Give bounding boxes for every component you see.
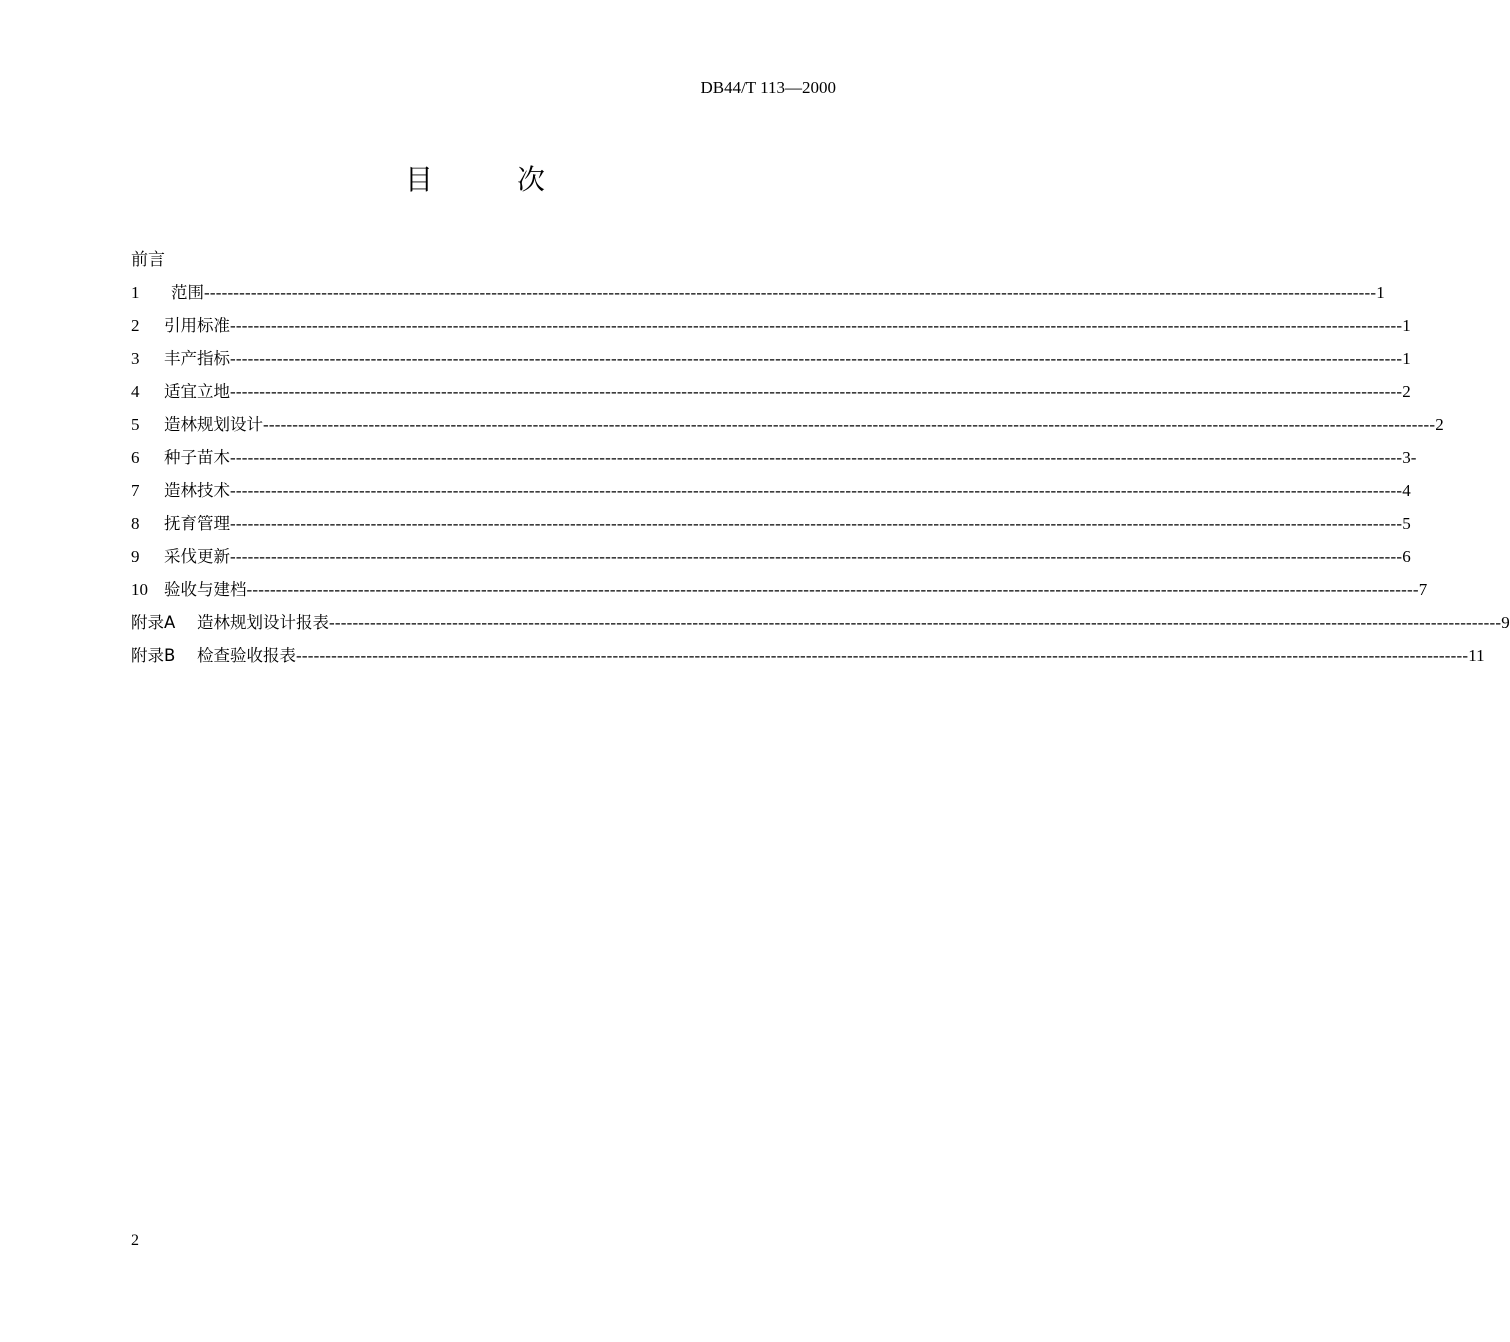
toc-entry-number: 附录A: [131, 613, 176, 632]
toc-entry[interactable]: [131, 413, 1444, 446]
toc-entry[interactable]: [131, 545, 1411, 578]
toc-entry-page: 1: [1402, 316, 1411, 335]
toc-entry-page: 1: [1402, 349, 1411, 368]
toc-entry-number: 3: [131, 349, 140, 368]
toc-entry-page: 9: [1501, 613, 1510, 632]
toc-leader: --------------------------------------------------------------------------------------------------------------------------------------------------------------------------------------------------------: [246, 580, 1419, 599]
toc-entry[interactable]: [131, 578, 1428, 611]
toc-entry-title: 检查验收报表: [197, 646, 296, 665]
toc-entry[interactable]: [131, 347, 1411, 380]
toc-entry-title: 抚育管理: [164, 514, 230, 533]
toc-entry[interactable]: [131, 281, 1385, 314]
toc-entry[interactable]: [131, 314, 1411, 347]
toc-entry-page: 2: [1402, 382, 1411, 401]
toc-entry-title: 造林技术: [164, 481, 230, 500]
toc-entry-page: 2: [1435, 415, 1444, 434]
toc-leader: --------------------------------------------------------------------------------------------------------------------------------------------------------------------------------------------------------: [296, 646, 1469, 665]
toc-entry-page: 11: [1468, 646, 1485, 665]
toc-entry[interactable]: [131, 611, 1510, 644]
toc-entry[interactable]: [131, 380, 1411, 413]
toc-foreword: 前言: [131, 250, 165, 270]
toc-entry-title: 造林规划设计: [164, 415, 263, 434]
toc-entry-number: 6: [131, 448, 140, 467]
toc-leader: --------------------------------------------------------------------------------------------------------------------------------------------------------------------------------------------------------: [329, 613, 1502, 632]
toc-entry-page: 4: [1402, 481, 1411, 500]
toc-entry-number: 附录B: [131, 646, 176, 665]
toc-entry-title: 适宜立地: [164, 382, 230, 401]
toc-leader: --------------------------------------------------------------------------------------------------------------------------------------------------------------------------------------------------------: [230, 448, 1403, 467]
toc-entry-number: 9: [131, 547, 140, 566]
toc-entry-page: 3-: [1402, 448, 1417, 467]
toc-leader: --------------------------------------------------------------------------------------------------------------------------------------------------------------------------------------------------------: [230, 547, 1403, 566]
toc-entry-page: 6: [1402, 547, 1411, 566]
toc-entry[interactable]: [131, 446, 1417, 479]
toc-entry-title: 种子苗木: [164, 448, 230, 467]
toc-leader: --------------------------------------------------------------------------------------------------------------------------------------------------------------------------------------------------------: [230, 349, 1403, 368]
toc-entry-number: 1: [131, 283, 140, 302]
toc-entry-number: 5: [131, 415, 140, 434]
page-number: 2: [131, 1232, 139, 1249]
toc-leader: --------------------------------------------------------------------------------------------------------------------------------------------------------------------------------------------------------: [204, 283, 1377, 302]
toc-entry-title: 引用标准: [164, 316, 230, 335]
toc-entry-number: 7: [131, 481, 140, 500]
toc-entry-page: 5: [1402, 514, 1411, 533]
toc-entry-title: 造林规划设计报表: [197, 613, 329, 632]
toc-entry-number: 2: [131, 316, 140, 335]
toc-entry-number: 4: [131, 382, 140, 401]
toc-entry-title: 范围: [171, 283, 204, 302]
standard-code: DB44/T 113—2000: [700, 78, 836, 97]
toc-entry[interactable]: [131, 644, 1485, 677]
table-of-contents: [131, 248, 1510, 677]
toc-leader: --------------------------------------------------------------------------------------------------------------------------------------------------------------------------------------------------------: [230, 316, 1403, 335]
page-title: 目 次: [404, 163, 573, 196]
toc-entry-title: 丰产指标: [164, 349, 230, 368]
toc-entry-title: 采伐更新: [164, 547, 230, 566]
toc-leader: --------------------------------------------------------------------------------------------------------------------------------------------------------------------------------------------------------: [230, 382, 1403, 401]
toc-leader: --------------------------------------------------------------------------------------------------------------------------------------------------------------------------------------------------------: [230, 481, 1403, 500]
toc-leader: --------------------------------------------------------------------------------------------------------------------------------------------------------------------------------------------------------: [230, 514, 1403, 533]
toc-entry-page: 7: [1418, 580, 1428, 599]
toc-entry[interactable]: [131, 479, 1411, 512]
toc-entry-number: 10: [131, 580, 148, 599]
toc-entry[interactable]: [131, 512, 1411, 545]
toc-entry-number: 8: [131, 514, 140, 533]
toc-entry-page: 1: [1376, 283, 1385, 302]
toc-entry-title: 验收与建档: [164, 580, 247, 599]
toc-leader: --------------------------------------------------------------------------------------------------------------------------------------------------------------------------------------------------------: [263, 415, 1436, 434]
